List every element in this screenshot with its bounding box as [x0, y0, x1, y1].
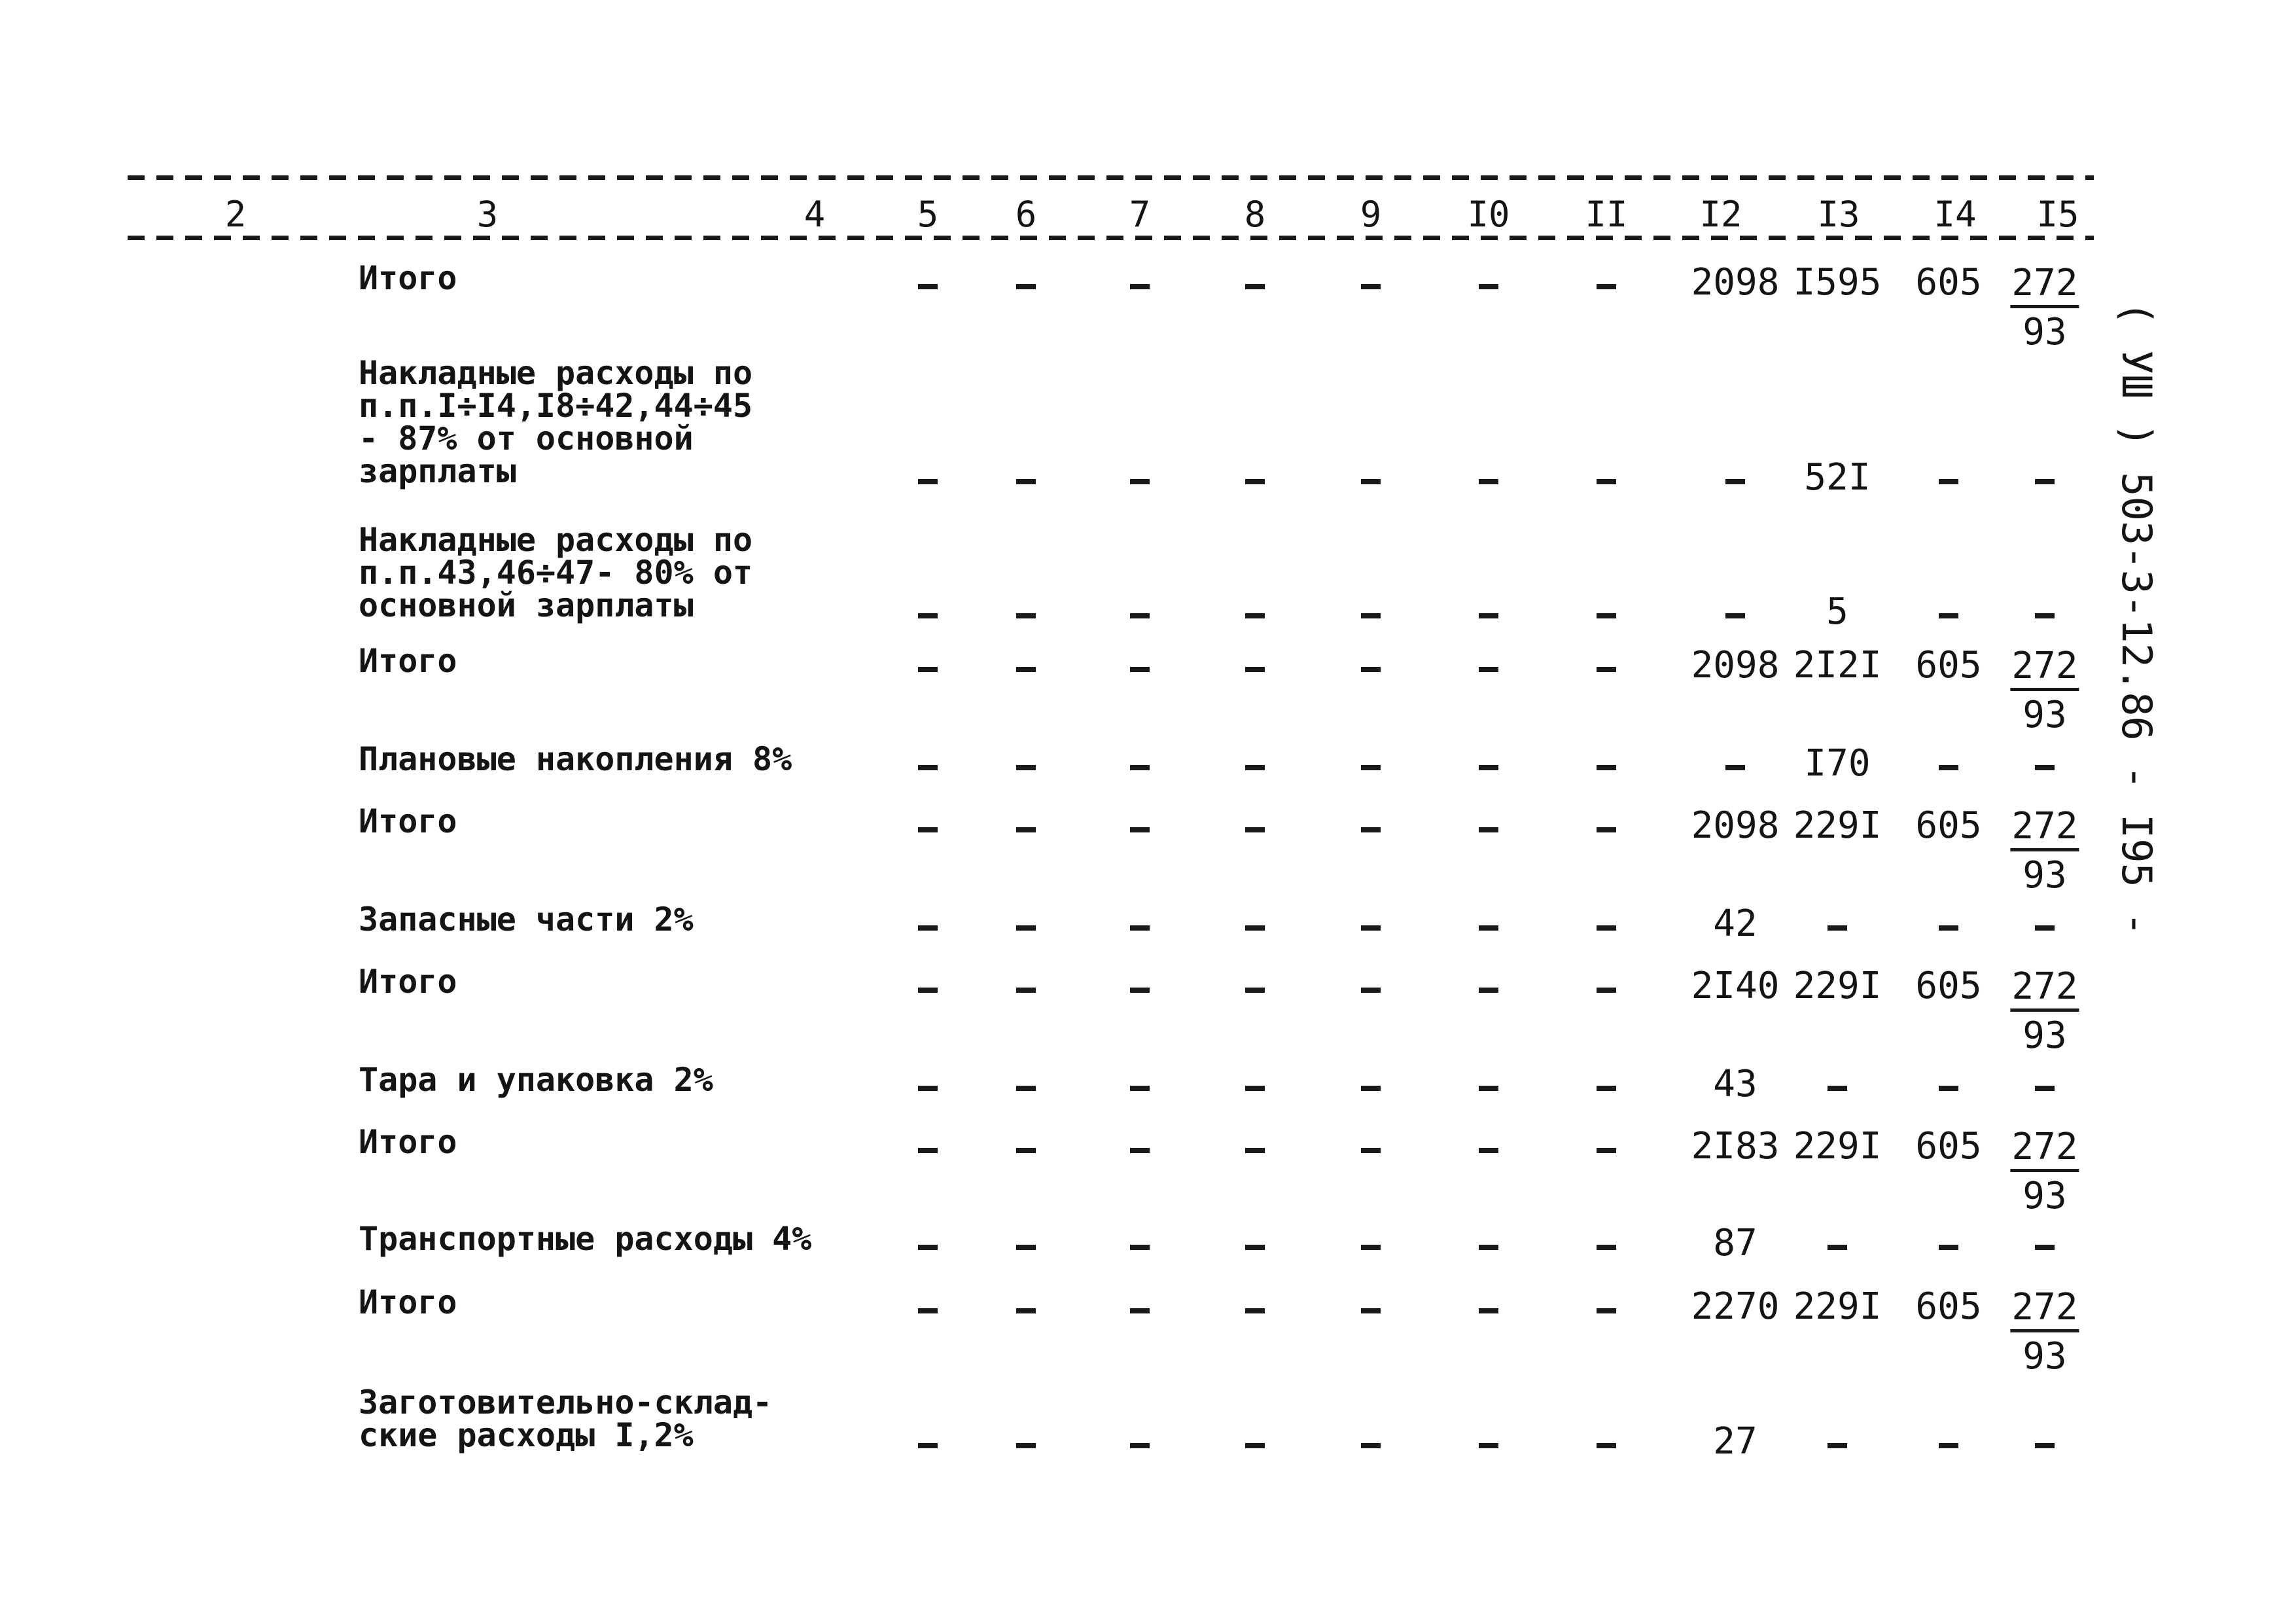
column-number-12: I2: [1699, 194, 1742, 235]
cell-value: 605: [1915, 261, 1982, 304]
empty-dash: [1245, 1148, 1265, 1153]
cell-value: 2098: [1691, 804, 1780, 847]
empty-dash: [1130, 479, 1150, 484]
empty-dash: [1597, 1308, 1616, 1313]
cell-value: 229I: [1793, 965, 1882, 1007]
empty-dash: [1361, 1245, 1381, 1250]
fraction-numerator: 272: [2010, 1287, 2079, 1332]
cell-value: 87: [1713, 1222, 1757, 1264]
empty-dash: [2035, 613, 2055, 618]
row-label-line: Плановые накопления 8%: [359, 740, 792, 778]
empty-dash: [1939, 765, 1958, 770]
empty-dash: [1016, 667, 1036, 672]
cell-value: I70: [1804, 742, 1871, 785]
cell-value: 43: [1713, 1063, 1757, 1105]
empty-dash: [1939, 1443, 1958, 1448]
empty-dash: [918, 1308, 938, 1313]
empty-dash: [918, 1148, 938, 1153]
empty-dash: [1361, 1148, 1381, 1153]
empty-dash: [1725, 765, 1745, 770]
fraction-numerator: 272: [2010, 806, 2079, 851]
empty-dash: [1245, 1086, 1265, 1091]
row-label: [359, 963, 457, 1001]
column-number-13: I3: [1817, 194, 1860, 235]
cell-value: 605: [1915, 1285, 1982, 1328]
cell-value: 605: [1915, 644, 1982, 687]
empty-dash: [1245, 988, 1265, 993]
header-rule: [128, 236, 2094, 240]
empty-dash: [918, 925, 938, 931]
row-label: [359, 521, 753, 624]
empty-dash: [1939, 613, 1958, 618]
empty-dash: [1479, 765, 1498, 770]
empty-dash: [1828, 1086, 1847, 1091]
empty-dash: [1939, 1086, 1958, 1091]
empty-dash: [1245, 925, 1265, 931]
empty-dash: [2035, 765, 2055, 770]
empty-dash: [1130, 667, 1150, 672]
row-label: [359, 1123, 457, 1161]
cell-value: 2098: [1691, 261, 1780, 304]
row-label-line: Тара и упаковка 2%: [359, 1061, 713, 1099]
empty-dash: [1597, 667, 1616, 672]
empty-dash: [1361, 827, 1381, 832]
row-label-line: ские расходы I,2%: [359, 1416, 694, 1454]
empty-dash: [1361, 613, 1381, 618]
empty-dash: [1361, 1443, 1381, 1448]
empty-dash: [1725, 479, 1745, 484]
empty-dash: [2035, 1086, 2055, 1091]
empty-dash: [1361, 765, 1381, 770]
empty-dash: [1361, 1308, 1381, 1313]
column-number-10: I0: [1467, 194, 1510, 235]
cell-value: 2098: [1691, 644, 1780, 687]
empty-dash: [1479, 1308, 1498, 1313]
row-label: [359, 642, 457, 680]
empty-dash: [1479, 925, 1498, 931]
fraction-value: [2010, 1287, 2079, 1377]
column-number-6: 6: [1015, 194, 1037, 235]
empty-dash: [1597, 1086, 1616, 1091]
fraction-denominator: 93: [2022, 854, 2067, 897]
column-number-11: II: [1585, 194, 1628, 235]
fraction-value: [2010, 967, 2079, 1056]
empty-dash: [1016, 613, 1036, 618]
empty-dash: [1016, 1086, 1036, 1091]
empty-dash: [1245, 1245, 1265, 1250]
empty-dash: [1597, 1245, 1616, 1250]
empty-dash: [1130, 765, 1150, 770]
empty-dash: [1016, 284, 1036, 289]
cell-value: 229I: [1793, 1125, 1882, 1168]
empty-dash: [918, 765, 938, 770]
empty-dash: [1361, 988, 1381, 993]
fraction-numerator: 272: [2010, 263, 2079, 308]
fraction-denominator: 93: [2022, 311, 2067, 353]
empty-dash: [1016, 479, 1036, 484]
empty-dash: [1245, 1308, 1265, 1313]
empty-dash: [1016, 1308, 1036, 1313]
empty-dash: [1130, 1245, 1150, 1250]
empty-dash: [1479, 1086, 1498, 1091]
empty-dash: [918, 284, 938, 289]
row-label: [359, 740, 792, 778]
empty-dash: [918, 667, 938, 672]
empty-dash: [1361, 1086, 1381, 1091]
top-rule: [128, 175, 2094, 180]
empty-dash: [1130, 988, 1150, 993]
column-number-3: 3: [476, 194, 499, 235]
empty-dash: [1130, 925, 1150, 931]
row-label-line: Накладные расходы по: [359, 521, 753, 559]
empty-dash: [1361, 925, 1381, 931]
row-label-line: п.п.43,46÷47- 80% от: [359, 554, 753, 592]
empty-dash: [1245, 284, 1265, 289]
cell-value: 27: [1713, 1420, 1757, 1463]
row-label: [359, 903, 694, 936]
column-number-5: 5: [917, 194, 939, 235]
empty-dash: [1130, 1148, 1150, 1153]
empty-dash: [918, 1443, 938, 1448]
row-label-line: Итого: [359, 963, 457, 1001]
row-label-line: Запасные части 2%: [359, 901, 694, 938]
empty-dash: [1939, 1245, 1958, 1250]
empty-dash: [1245, 479, 1265, 484]
empty-dash: [1597, 925, 1616, 931]
fraction-denominator: 93: [2022, 1335, 2067, 1378]
empty-dash: [918, 613, 938, 618]
row-label-line: Итого: [359, 259, 457, 297]
column-number-7: 7: [1129, 194, 1151, 235]
cell-value: 229I: [1793, 1285, 1882, 1328]
empty-dash: [1479, 667, 1498, 672]
row-label: [359, 354, 753, 490]
cell-value: 52I: [1804, 456, 1871, 499]
empty-dash: [2035, 479, 2055, 484]
fraction-value: [2010, 806, 2079, 896]
empty-dash: [1361, 479, 1381, 484]
fraction-value: [2010, 646, 2079, 736]
empty-dash: [1479, 988, 1498, 993]
empty-dash: [1016, 765, 1036, 770]
empty-dash: [1016, 1245, 1036, 1250]
row-label: [359, 1220, 812, 1258]
empty-dash: [1828, 1443, 1847, 1448]
empty-dash: [1016, 1148, 1036, 1153]
empty-dash: [2035, 925, 2055, 931]
empty-dash: [1245, 613, 1265, 618]
fraction-value: [2010, 1127, 2079, 1217]
empty-dash: [1130, 827, 1150, 832]
fraction-value: [2010, 263, 2079, 353]
empty-dash: [1939, 925, 1958, 931]
cell-value: 2I2I: [1793, 644, 1882, 687]
empty-dash: [1130, 1308, 1150, 1313]
empty-dash: [1245, 827, 1265, 832]
empty-dash: [918, 827, 938, 832]
empty-dash: [1245, 667, 1265, 672]
empty-dash: [1479, 479, 1498, 484]
row-label-line: п.п.I÷I4,I8÷42,44÷45: [359, 387, 753, 425]
fraction-numerator: 272: [2010, 1127, 2079, 1172]
empty-dash: [1597, 765, 1616, 770]
row-label-line: Транспортные расходы 4%: [359, 1220, 812, 1258]
cell-value: 2I40: [1691, 965, 1780, 1007]
empty-dash: [1130, 613, 1150, 618]
empty-dash: [1479, 1148, 1498, 1153]
row-label: [359, 1383, 773, 1454]
fraction-numerator: 272: [2010, 967, 2079, 1012]
empty-dash: [918, 1086, 938, 1091]
row-label-line: зарплаты: [359, 452, 516, 490]
cell-value: 605: [1915, 965, 1982, 1007]
empty-dash: [1597, 613, 1616, 618]
fraction-denominator: 93: [2022, 694, 2067, 736]
column-number-9: 9: [1360, 194, 1382, 235]
page-margin-code: ( УШ ) 503-3-12.86 - I95 -: [2113, 301, 2161, 936]
empty-dash: [1016, 1443, 1036, 1448]
cell-value: 605: [1915, 1125, 1982, 1168]
empty-dash: [1597, 988, 1616, 993]
empty-dash: [1597, 479, 1616, 484]
empty-dash: [1016, 925, 1036, 931]
empty-dash: [2035, 1443, 2055, 1448]
empty-dash: [1479, 1245, 1498, 1250]
row-label-line: - 87% от основной: [359, 419, 694, 457]
row-label: [359, 802, 457, 840]
fraction-denominator: 93: [2022, 1175, 2067, 1217]
fraction-numerator: 272: [2010, 646, 2079, 691]
empty-dash: [2035, 1245, 2055, 1250]
empty-dash: [1245, 1443, 1265, 1448]
empty-dash: [1479, 1443, 1498, 1448]
column-number-15: I5: [2036, 194, 2079, 235]
row-label-line: Итого: [359, 642, 457, 680]
cell-value: 5: [1826, 590, 1848, 633]
empty-dash: [1725, 613, 1745, 618]
empty-dash: [918, 1245, 938, 1250]
row-label-line: Итого: [359, 1283, 457, 1321]
empty-dash: [1361, 667, 1381, 672]
row-label-line: основной зарплаты: [359, 586, 694, 624]
row-label-line: Итого: [359, 1123, 457, 1161]
empty-dash: [1597, 1443, 1616, 1448]
empty-dash: [1479, 827, 1498, 832]
cell-value: 42: [1713, 902, 1757, 945]
column-number-8: 8: [1244, 194, 1266, 235]
row-label: [359, 1061, 713, 1099]
empty-dash: [918, 479, 938, 484]
cell-value: 2270: [1691, 1285, 1780, 1328]
empty-dash: [1130, 1086, 1150, 1091]
column-number-4: 4: [804, 194, 826, 235]
cell-value: 229I: [1793, 804, 1882, 847]
row-label: [359, 259, 457, 297]
empty-dash: [1597, 827, 1616, 832]
row-label-line: Итого: [359, 802, 457, 840]
empty-dash: [1016, 827, 1036, 832]
column-number-14: I4: [1934, 194, 1977, 235]
empty-dash: [1597, 1148, 1616, 1153]
cell-value: I595: [1793, 261, 1882, 304]
empty-dash: [1939, 479, 1958, 484]
row-label: [359, 1283, 457, 1321]
fraction-denominator: 93: [2022, 1014, 2067, 1057]
empty-dash: [918, 988, 938, 993]
empty-dash: [1016, 988, 1036, 993]
cell-value: 605: [1915, 804, 1982, 847]
empty-dash: [1130, 284, 1150, 289]
cell-value: 2I83: [1691, 1125, 1780, 1168]
empty-dash: [1479, 613, 1498, 618]
empty-dash: [1245, 765, 1265, 770]
empty-dash: [1361, 284, 1381, 289]
empty-dash: [1828, 1245, 1847, 1250]
empty-dash: [1479, 284, 1498, 289]
empty-dash: [1597, 284, 1616, 289]
row-label-line: Накладные расходы по: [359, 354, 753, 392]
row-label-line: Заготовительно-склад-: [359, 1383, 773, 1421]
empty-dash: [1828, 925, 1847, 931]
empty-dash: [1130, 1443, 1150, 1448]
column-number-2: 2: [224, 194, 247, 235]
